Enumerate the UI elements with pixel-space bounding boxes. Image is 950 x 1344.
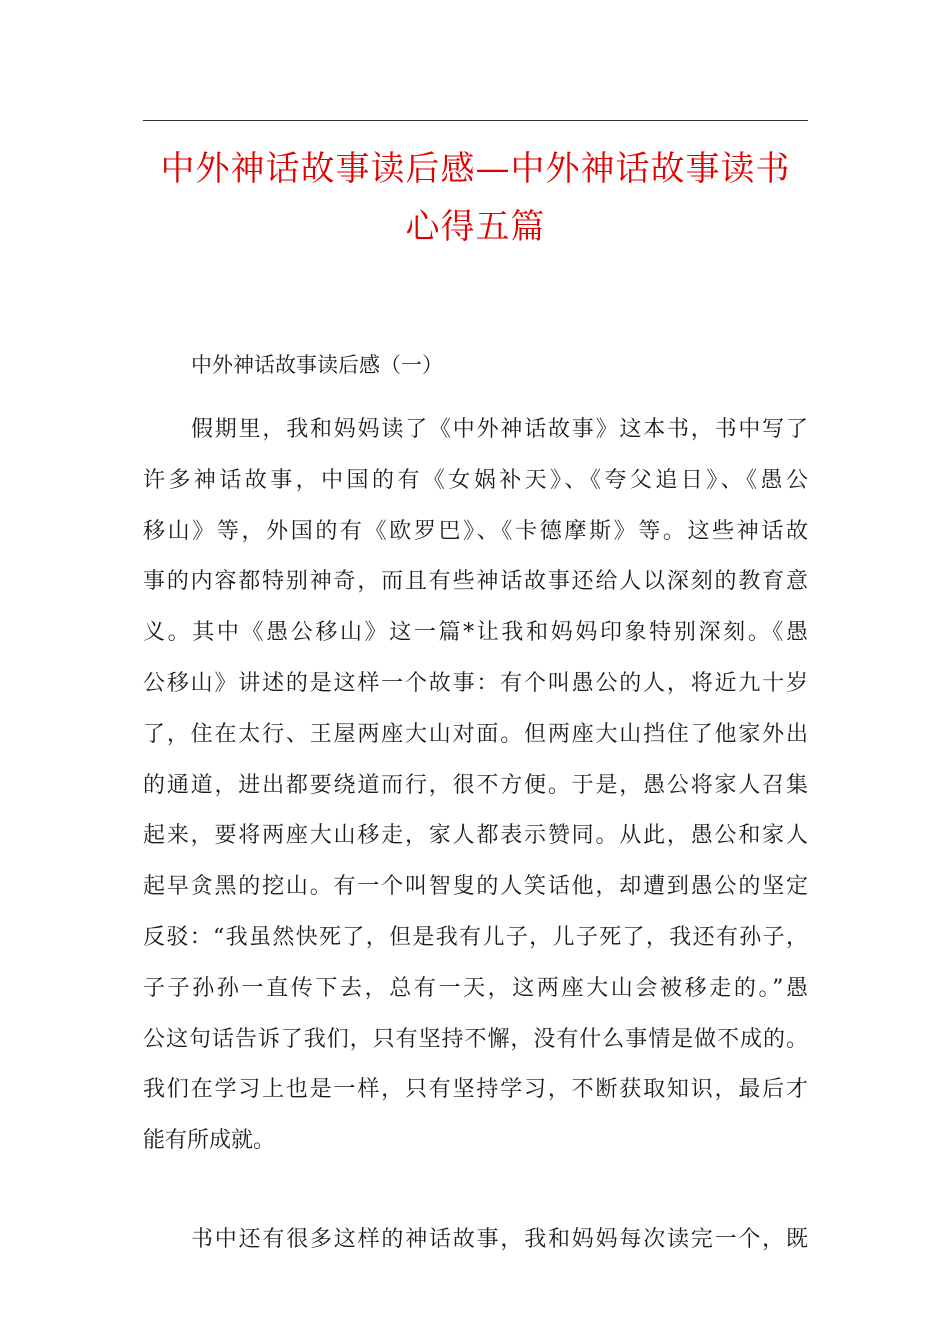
paragraph-line: 公移山》讲述的是这样一个故事：有个叫愚公的人，将近九十岁	[143, 670, 808, 696]
title-line-2: 心得五篇	[405, 207, 546, 247]
header-rule	[143, 120, 808, 121]
document-body	[143, 348, 808, 1266]
paragraph-line: 移山》等，外国的有《欧罗巴》、《卡德摩斯》等。这些神话故	[143, 518, 808, 544]
paragraph-line: 起早贪黑的挖山。有一个叫智叟的人笑话他，却遭到愚公的坚定	[143, 874, 808, 900]
body-paragraph-1	[143, 405, 808, 1167]
paragraph-line: 能有所成就。	[143, 1128, 276, 1154]
paragraph-line: 公这句话告诉了我们，只有坚持不懈，没有什么事情是做不成的。	[143, 1026, 808, 1052]
paragraph-line: 子子孙孙一直传下去，总有一天，这两座大山会被移走的。”愚	[143, 975, 808, 1001]
paragraph-line: 的通道，进出都要绕道而行，很不方便。于是，愚公将家人召集	[143, 772, 808, 798]
paragraph-line: 了，住在太行、王屋两座大山对面。但两座大山挡住了他家外出	[143, 721, 808, 747]
paragraph-line: 起来，要将两座大山移走，家人都表示赞同。从此，愚公和家人	[143, 823, 808, 849]
paragraph-line: 义。其中《愚公移山》这一篇*让我和妈妈印象特别深刻。《愚	[143, 620, 808, 646]
section-heading: 中外神话故事读后感（一）	[191, 353, 443, 377]
body-paragraph-2	[143, 1215, 808, 1266]
paragraph-line: 反驳：“我虽然快死了，但是我有儿子，儿子死了，我还有孙子，	[143, 924, 808, 950]
document-title	[143, 140, 808, 256]
title-line-1: 中外神话故事读后感—中外神话故事读书	[160, 149, 791, 189]
paragraph-line: 书中还有很多这样的神话故事，我和妈妈每次读完一个，既	[191, 1226, 808, 1252]
paragraph-line: 假期里，我和妈妈读了《中外神话故事》这本书，书中写了	[191, 417, 808, 442]
paragraph-line: 许多神话故事，中国的有《女娲补天》、《夸父追日》、《愚公	[143, 467, 808, 493]
paragraph-line: 事的内容都特别神奇，而且有些神话故事还给人以深刻的教育意	[143, 569, 808, 595]
paragraph-line: 我们在学习上也是一样，只有坚持学习，不断获取知识，最后才	[143, 1077, 808, 1103]
